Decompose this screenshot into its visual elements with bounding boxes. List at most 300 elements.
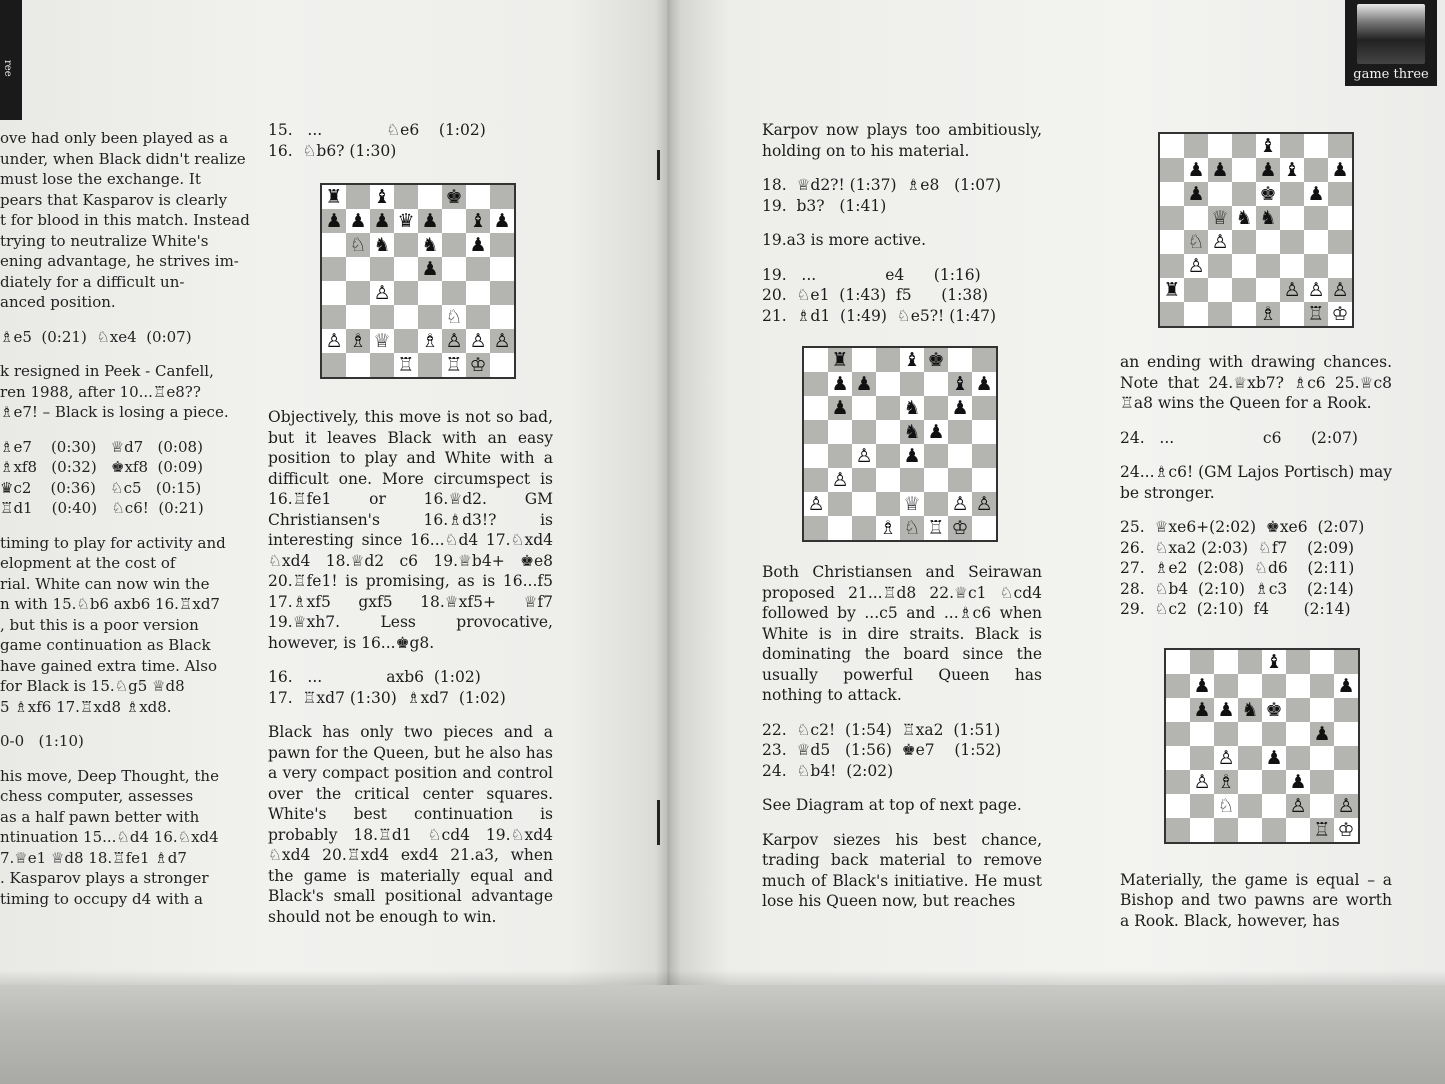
- move-list: [268, 667, 553, 708]
- board-square: [466, 257, 490, 281]
- board-square: [322, 353, 346, 377]
- board-square: [346, 281, 370, 305]
- board-square: [418, 281, 442, 305]
- chess-piece-icon: ♟: [831, 373, 849, 395]
- paragraph: See Diagram at top of next page.: [762, 796, 1022, 814]
- board-square: [1184, 302, 1208, 326]
- board-square: [852, 396, 876, 420]
- board-square: [1280, 302, 1304, 326]
- text-line: pears that Kasparov is clearly: [0, 190, 228, 209]
- board-square: [490, 353, 514, 377]
- board-square: [1160, 230, 1184, 254]
- text-line: trying to neutralize White's: [0, 231, 209, 250]
- chess-piece-icon: ♙: [493, 330, 511, 352]
- board-square: [924, 444, 948, 468]
- board-square: [1286, 722, 1310, 746]
- board-square: [1190, 746, 1214, 770]
- binding-staple-top: [657, 150, 660, 180]
- board-square: [1280, 182, 1304, 206]
- board-square: [1334, 650, 1358, 674]
- board-square: [1190, 818, 1214, 842]
- board-square: [1166, 770, 1190, 794]
- right-column-2: [1120, 118, 1392, 945]
- board-square: [322, 281, 346, 305]
- board-square: [924, 372, 948, 396]
- chess-piece-icon: ♙: [325, 330, 343, 352]
- board-square: [924, 396, 948, 420]
- board-square: [442, 233, 466, 257]
- chess-piece-icon: ♘: [349, 234, 367, 256]
- board-square: [1286, 674, 1310, 698]
- chess-piece-icon: ♙: [1283, 279, 1301, 301]
- text-line: 25. ♕xe6+(2:02) ♚xe6 (2:07): [1120, 518, 1365, 536]
- board-square: [972, 444, 996, 468]
- chess-piece-icon: ♞: [421, 234, 439, 256]
- board-square: [394, 281, 418, 305]
- move-list: [1120, 517, 1392, 620]
- board-square: [370, 305, 394, 329]
- board-square: [1160, 182, 1184, 206]
- paragraph: [0, 766, 219, 910]
- board-square: [442, 257, 466, 281]
- board-square: [804, 396, 828, 420]
- board-square: [490, 185, 514, 209]
- chess-diagram-4: [1164, 648, 1360, 844]
- text-line: k resigned in Peek - Canfell,: [0, 362, 214, 380]
- chess-piece-icon: ♙: [373, 282, 391, 304]
- board-square: [876, 372, 900, 396]
- chess-piece-icon: ♟: [1313, 722, 1331, 745]
- chess-piece-icon: ♝: [951, 373, 969, 395]
- text-line: 20. ♘e1 (1:43) f5 (1:38): [762, 286, 989, 304]
- board-square: [1328, 182, 1352, 206]
- board-square: [490, 257, 514, 281]
- chess-piece-icon: ♟: [855, 373, 873, 395]
- text-line: ening advantage, he strives im-: [0, 252, 239, 270]
- text-line: t for blood in this match. Instead: [0, 211, 250, 229]
- board-square: [876, 348, 900, 372]
- move-line: ♗e5 (0:21) ♘xe4 (0:07): [0, 327, 192, 346]
- chess-piece-icon: ♚: [1265, 698, 1283, 721]
- chess-piece-icon: ♟: [1289, 770, 1307, 793]
- board-square: [1328, 206, 1352, 230]
- chess-piece-icon: ♙: [469, 330, 487, 352]
- text-line: 24. ♘b4! (2:02): [762, 761, 894, 780]
- paragraph: [0, 533, 226, 718]
- chess-piece-icon: ♖: [1313, 818, 1331, 841]
- text-line: , but this is a poor version: [0, 615, 199, 634]
- chess-piece-icon: ♟: [421, 258, 439, 280]
- board-square: [828, 516, 852, 540]
- board-square: [828, 444, 852, 468]
- chess-piece-icon: ♝: [1283, 159, 1301, 181]
- text-line: elopment at the cost of: [0, 554, 176, 572]
- board-square: [1310, 794, 1334, 818]
- chess-piece-icon: ♟: [927, 421, 945, 443]
- board-square: [1304, 254, 1328, 278]
- chess-piece-icon: ♝: [469, 210, 487, 232]
- chess-piece-icon: ♖: [927, 517, 945, 539]
- board-square: [346, 257, 370, 281]
- board-square: [1238, 746, 1262, 770]
- text-line: 7.♕e1 ♕d8 18.♖fe1 ♗d7: [0, 848, 187, 867]
- board-square: [1160, 302, 1184, 326]
- board-square: [804, 420, 828, 444]
- board-square: [900, 468, 924, 492]
- paragraph: Black has only two pieces and a pawn for the Queen, but he also has a very compact position and control over the critical center squares. White's best continuation is probably 18.♖d1 ♘cd4 19.♘xd4 ♘xd4 20.♖xd4 exd4 21.a3, when the game is materially equal and Black's small positional advantage should not be enough to win.: [268, 723, 553, 926]
- board-square: [394, 305, 418, 329]
- chess-piece-icon: ♝: [373, 186, 391, 208]
- text-line: 19. b3? (1:41): [762, 196, 887, 215]
- board-square: [1328, 254, 1352, 278]
- board-square: [418, 353, 442, 377]
- board-square: [1232, 302, 1256, 326]
- text-line: timing to play for activity and: [0, 533, 226, 552]
- chess-piece-icon: ♔: [951, 517, 969, 539]
- chess-piece-icon: ♜: [831, 349, 849, 371]
- chess-piece-icon: ♙: [807, 493, 825, 515]
- chess-piece-icon: ♟: [1217, 698, 1235, 721]
- board-square: [1304, 158, 1328, 182]
- text-line: 21. ♗d1 (1:49) ♘e5?! (1:47): [762, 306, 997, 325]
- board-square: [370, 353, 394, 377]
- chess-piece-icon: ♙: [951, 493, 969, 515]
- board-square: [1310, 650, 1334, 674]
- board-square: [1304, 206, 1328, 230]
- text-line: anced position.: [0, 293, 116, 311]
- board-square: [804, 372, 828, 396]
- board-square: [1286, 746, 1310, 770]
- board-square: [394, 329, 418, 353]
- paragraph: Both Christiansen and Seirawan proposed 21...♖d8 22.♕c1 ♘cd4 followed by ...c5 and ...♗c6 when White is in dire straits. Black is dominating the board since the usually powerful Queen has nothing to attack.: [762, 563, 1042, 704]
- board-square: [322, 233, 346, 257]
- text-line: 18. ♕d2?! (1:37) ♗e8 (1:07): [762, 176, 1002, 194]
- left-column-2: [268, 120, 553, 941]
- board-square: [1166, 698, 1190, 722]
- text-line: chess computer, assesses: [0, 787, 194, 805]
- board-square: [1208, 278, 1232, 302]
- chess-piece-icon: ♟: [1331, 159, 1349, 181]
- board-square: [828, 492, 852, 516]
- chess-piece-icon: ♙: [975, 493, 993, 515]
- chess-piece-icon: ♜: [1163, 279, 1181, 301]
- board-square: [1262, 674, 1286, 698]
- board-square: [972, 396, 996, 420]
- board-square: [1232, 158, 1256, 182]
- chess-piece-icon: ♞: [903, 421, 921, 443]
- chess-piece-icon: ♙: [831, 469, 849, 491]
- board-square: [466, 281, 490, 305]
- board-square: [1190, 794, 1214, 818]
- chess-piece-icon: ♙: [1289, 794, 1307, 817]
- board-square: [924, 468, 948, 492]
- left-column-1: [0, 128, 250, 923]
- chess-piece-icon: ♘: [903, 517, 921, 539]
- board-square: [948, 348, 972, 372]
- text-line: game continuation as Black: [0, 636, 211, 654]
- chess-piece-icon: ♟: [903, 445, 921, 467]
- board-square: [900, 372, 924, 396]
- paragraph: [0, 361, 229, 423]
- board-square: [1208, 182, 1232, 206]
- text-line: 29. ♘c2 (2:10) f4 (2:14): [1120, 600, 1351, 618]
- board-square: [972, 348, 996, 372]
- chess-piece-icon: ♟: [325, 210, 343, 232]
- board-square: [1256, 230, 1280, 254]
- board-square: [1286, 698, 1310, 722]
- text-line: 16. ... axb6 (1:02): [268, 668, 481, 686]
- chess-piece-icon: ♙: [855, 445, 873, 467]
- board-square: [804, 468, 828, 492]
- intro-paragraph: [0, 128, 250, 313]
- board-square: [1238, 818, 1262, 842]
- board-square: [1214, 650, 1238, 674]
- board-square: [1232, 278, 1256, 302]
- board-square: [948, 468, 972, 492]
- text-line: ♗e7! – Black is losing a piece.: [0, 403, 229, 421]
- chess-piece-icon: ♗: [1259, 303, 1277, 325]
- chess-piece-icon: ♙: [1193, 770, 1211, 793]
- chess-piece-icon: ♚: [927, 349, 945, 371]
- board-square: [1304, 230, 1328, 254]
- board-square: [346, 185, 370, 209]
- board-square: [852, 516, 876, 540]
- board-square: [1310, 746, 1334, 770]
- chess-piece-icon: ♟: [349, 210, 367, 232]
- chess-piece-icon: ♖: [397, 354, 415, 376]
- paragraph: an ending with drawing chances. Note that 24.♕xb7? ♗c6 25.♕c8 ♖a8 wins the Queen for a Rook.: [1120, 353, 1392, 412]
- board-square: [1280, 206, 1304, 230]
- board-square: [1328, 134, 1352, 158]
- board-square: [1328, 230, 1352, 254]
- chess-piece-icon: ♛: [397, 210, 415, 232]
- chess-piece-icon: ♝: [1259, 135, 1277, 157]
- text-line: must lose the exchange. It: [0, 170, 201, 188]
- paragraph: Objectively, this move is not so bad, but it leaves Black with an easy position to play and White with a difficult one. More circumspect is 16.♖fe1 or 16.♕d2. GM Christiansen's 16.♗d3!? is interesting since 16...♘d4 17.♘xd4 ♘xd4 18.♕d2 c6 19.♕b4+ ♚e8 20.♖fe1! is promising, as is 16...f5 17.♗xf5 gxf5 18.♕xf5+ ♕f7 19.♕xh7. Less provocative, however, is 16...♚g8.: [268, 408, 553, 652]
- chess-piece-icon: ♟: [469, 234, 487, 256]
- board-square: [1280, 254, 1304, 278]
- text-line: 16. ♘b6? (1:30): [268, 141, 397, 160]
- text-line: ♗e7 (0:30) ♕d7 (0:08): [0, 437, 203, 456]
- chess-piece-icon: ♙: [1337, 794, 1355, 817]
- paragraph: Karpov siezes his best chance, trading back material to remove much of Black's initiative. He must lose his Queen now, but reaches: [762, 830, 1042, 910]
- text-line: 22. ♘c2! (1:54) ♖xa2 (1:51): [762, 720, 1001, 739]
- chess-piece-icon: ♔: [1337, 818, 1355, 841]
- chess-piece-icon: ♗: [1217, 770, 1235, 793]
- text-line: under, when Black didn't realize: [0, 149, 246, 168]
- board-square: [1214, 818, 1238, 842]
- board-square: [1160, 254, 1184, 278]
- board-square: [852, 492, 876, 516]
- board-square: [1166, 650, 1190, 674]
- chess-piece-icon: ♜: [325, 186, 343, 208]
- board-square: [1334, 746, 1358, 770]
- board-square: [876, 492, 900, 516]
- board-square: [1232, 230, 1256, 254]
- text-line: rial. White can now win the: [0, 574, 210, 593]
- board-square: [1160, 206, 1184, 230]
- chess-piece-icon: ♟: [1211, 159, 1229, 181]
- chess-piece-icon: ♕: [1211, 207, 1229, 229]
- text-line: 17. ♖xd7 (1:30) ♗xd7 (1:02): [268, 688, 506, 707]
- board-square: [442, 281, 466, 305]
- text-line: ♛c2 (0:36) ♘c5 (0:15): [0, 478, 202, 497]
- board-square: [1286, 650, 1310, 674]
- chess-piece-icon: ♟: [1193, 698, 1211, 721]
- board-square: [948, 420, 972, 444]
- chess-piece-icon: ♟: [1187, 183, 1205, 205]
- chess-piece-icon: ♗: [349, 330, 367, 352]
- game-three-tab: [1345, 0, 1437, 86]
- chess-piece-icon: ♟: [1193, 674, 1211, 697]
- chess-piece-icon: ♟: [831, 397, 849, 419]
- chess-piece-icon: ♟: [1337, 674, 1355, 697]
- board-square: [490, 281, 514, 305]
- page-fold: [0, 985, 1445, 1084]
- chess-diagram-3: [1158, 132, 1354, 328]
- chess-piece-icon: ♞: [1259, 207, 1277, 229]
- board-square: [1238, 722, 1262, 746]
- board-square: [1166, 674, 1190, 698]
- left-tab-label: ree: [2, 60, 13, 77]
- board-square: [490, 233, 514, 257]
- chess-piece-icon: ♟: [1307, 183, 1325, 205]
- board-square: [466, 305, 490, 329]
- chess-piece-icon: ♙: [1211, 231, 1229, 253]
- board-square: [1262, 770, 1286, 794]
- board-square: [1208, 302, 1232, 326]
- board-square: [1160, 158, 1184, 182]
- chess-piece-icon: ♗: [879, 517, 897, 539]
- text-line: timing to occupy d4 with a: [0, 889, 203, 908]
- chess-piece-icon: ♞: [903, 397, 921, 419]
- chess-piece-icon: ♝: [1265, 650, 1283, 673]
- board-square: [394, 257, 418, 281]
- text-line: 23. ♕d5 (1:56) ♚e7 (1:52): [762, 741, 1002, 759]
- text-line: ove had only been played as a: [0, 129, 229, 147]
- text-line: diately for a difficult un-: [0, 272, 185, 291]
- board-square: [418, 185, 442, 209]
- chess-piece-icon: ♟: [421, 210, 439, 232]
- board-square: [876, 420, 900, 444]
- chess-piece-icon: ♕: [373, 330, 391, 352]
- move-list: [0, 437, 210, 519]
- chess-piece-icon: ♟: [493, 210, 511, 232]
- chess-diagram-2: [802, 346, 998, 542]
- right-column-1: [762, 120, 1042, 926]
- board-square: [876, 396, 900, 420]
- board-square: [1190, 722, 1214, 746]
- board-square: [1214, 722, 1238, 746]
- paragraph: 24...♗c6! (GM Lajos Portisch) may be stronger.: [1120, 463, 1392, 502]
- board-square: [1286, 818, 1310, 842]
- text-line: for Black is 15.♘g5 ♕d8: [0, 677, 185, 695]
- text-line: ♖d1 (0:40) ♘c6! (0:21): [0, 499, 204, 517]
- board-square: [804, 516, 828, 540]
- chess-piece-icon: ♟: [1259, 159, 1277, 181]
- board-square: [1238, 794, 1262, 818]
- board-square: [972, 420, 996, 444]
- board-square: [972, 516, 996, 540]
- board-square: [1160, 134, 1184, 158]
- board-square: [972, 468, 996, 492]
- board-square: [1262, 818, 1286, 842]
- text-line: 19. ... e4 (1:16): [762, 265, 981, 284]
- chess-piece-icon: ♙: [445, 330, 463, 352]
- board-square: [1304, 134, 1328, 158]
- paragraph: Karpov now plays too ambitiously, holding on to his material.: [762, 121, 1042, 160]
- board-square: [852, 348, 876, 372]
- chess-diagram-1: [320, 183, 516, 379]
- text-line: n with 15.♘b6 axb6 16.♖xd7: [0, 595, 220, 613]
- board-square: [490, 305, 514, 329]
- chess-piece-icon: ♞: [373, 234, 391, 256]
- chess-piece-icon: ♗: [421, 330, 439, 352]
- board-square: [1334, 770, 1358, 794]
- board-square: [1166, 794, 1190, 818]
- board-square: [1166, 746, 1190, 770]
- chess-piece-icon: ♞: [1235, 207, 1253, 229]
- board-square: [1238, 650, 1262, 674]
- move-list: [1120, 428, 1392, 449]
- board-square: [1232, 182, 1256, 206]
- championship-crest-icon: [1357, 4, 1425, 64]
- text-line: ntinuation 15...♘d4 16.♘xd4: [0, 828, 219, 846]
- left-page-tab: [0, 0, 22, 120]
- chess-piece-icon: ♟: [975, 373, 993, 395]
- chess-piece-icon: ♘: [445, 306, 463, 328]
- board-square: [1262, 794, 1286, 818]
- text-line: as a half pawn better with: [0, 807, 200, 826]
- board-square: [828, 420, 852, 444]
- chess-piece-icon: ♟: [1187, 159, 1205, 181]
- board-square: [1334, 698, 1358, 722]
- paragraph: 19.a3 is more active.: [762, 231, 927, 249]
- board-square: [948, 444, 972, 468]
- text-line: have gained extra time. Also: [0, 656, 218, 675]
- board-square: [1214, 674, 1238, 698]
- board-square: [1280, 134, 1304, 158]
- board-square: [1232, 134, 1256, 158]
- text-line: 26. ♘xa2 (2:03) ♘f7 (2:09): [1120, 538, 1355, 557]
- chess-piece-icon: ♚: [445, 186, 463, 208]
- text-line: 24. ... c6 (2:07): [1120, 428, 1358, 447]
- board-square: [1184, 134, 1208, 158]
- paragraph: Materially, the game is equal – a Bishop and two pawns are worth a Rook. Black, however, has: [1120, 870, 1392, 930]
- chess-piece-icon: ♙: [1187, 255, 1205, 277]
- chess-piece-icon: ♟: [373, 210, 391, 232]
- board-square: [466, 185, 490, 209]
- board-square: [1310, 770, 1334, 794]
- board-square: [1184, 206, 1208, 230]
- chess-piece-icon: ♕: [903, 493, 921, 515]
- board-square: [804, 348, 828, 372]
- chess-piece-icon: ♚: [1259, 183, 1277, 205]
- board-square: [1310, 674, 1334, 698]
- board-square: [1256, 254, 1280, 278]
- move-line: 0-0 (1:10): [0, 732, 84, 750]
- board-square: [322, 257, 346, 281]
- board-square: [1166, 722, 1190, 746]
- text-line: 15. ... ♘e6 (1:02): [268, 121, 486, 139]
- text-line: ren 1988, after 10...♖e8??: [0, 382, 201, 401]
- board-square: [852, 468, 876, 492]
- chess-piece-icon: ♙: [1331, 279, 1349, 301]
- text-line: ♗xf8 (0:32) ♚xf8 (0:09): [0, 458, 203, 476]
- tab-label: game three: [1353, 67, 1429, 82]
- move-list: [762, 265, 1042, 327]
- text-line: 28. ♘b4 (2:10) ♗c3 (2:14): [1120, 579, 1354, 598]
